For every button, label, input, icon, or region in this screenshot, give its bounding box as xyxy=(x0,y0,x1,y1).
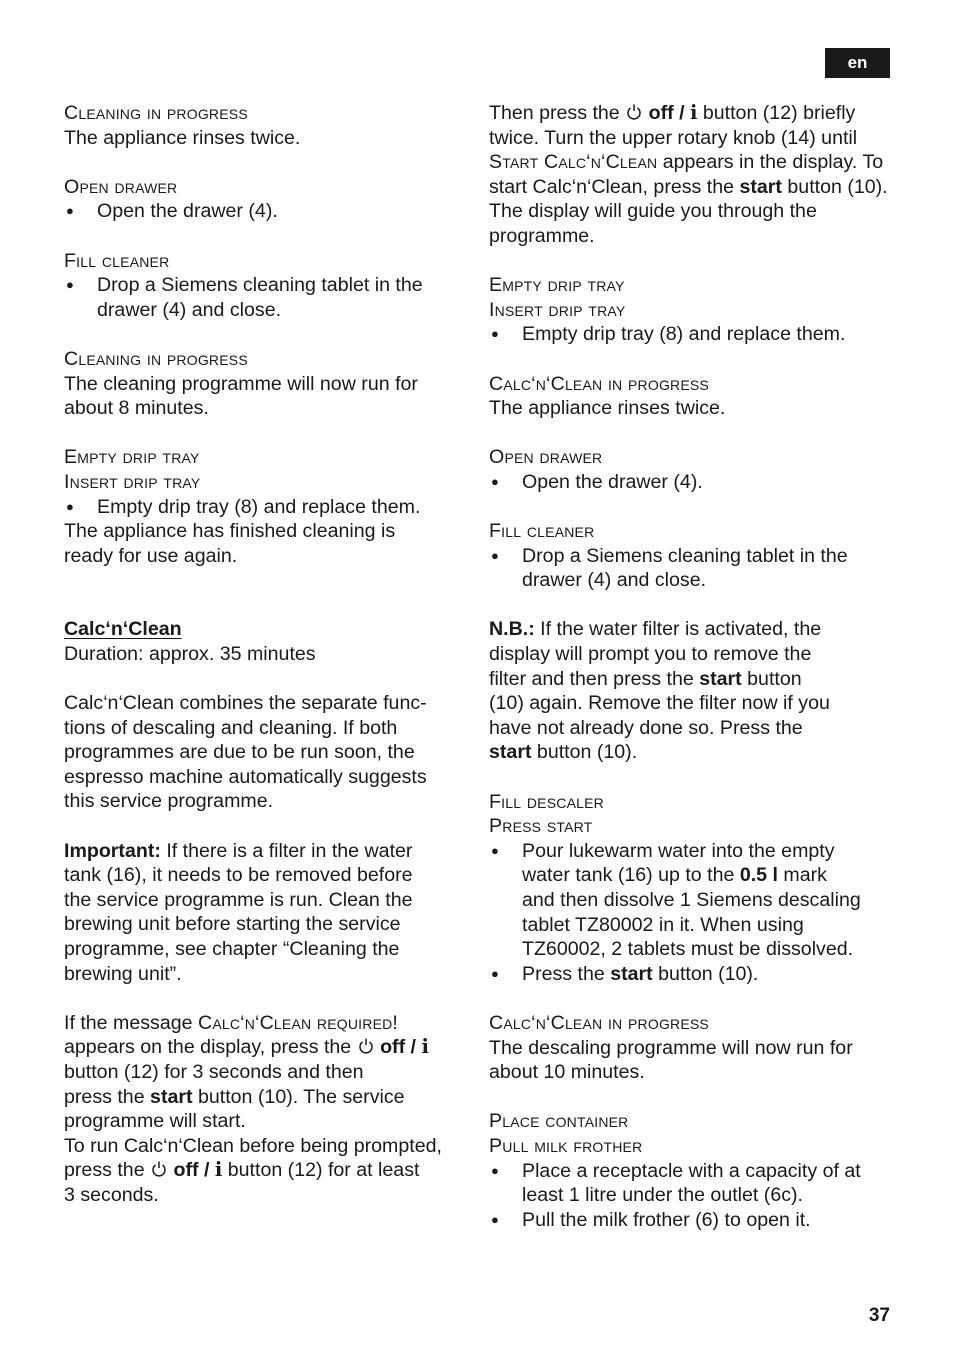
text: appears on the display, press the xyxy=(64,1036,357,1059)
paragraph-line: tank (16), it needs to be removed before xyxy=(64,864,413,887)
note-label: N.B.: xyxy=(489,618,535,641)
step-heading: Cleaning in progress xyxy=(64,347,248,370)
left-column xyxy=(64,101,464,1208)
paragraph-line xyxy=(64,1011,464,1036)
paragraph-line: about 10 minutes. xyxy=(489,1061,645,1084)
step-heading: Open drawer xyxy=(489,446,603,469)
text: filter and then press the xyxy=(489,667,700,690)
button-label: off / xyxy=(380,1036,422,1059)
note-line xyxy=(489,617,894,642)
step-heading: Calc‘n‘Clean in progress xyxy=(489,372,709,395)
section-title-text: Calc‘n‘Clean xyxy=(64,618,182,641)
text: button xyxy=(741,667,802,690)
paragraph-line xyxy=(489,150,894,175)
bullet-line: ● Place a receptacle with a capacity of at xyxy=(522,1159,861,1182)
button-label: start xyxy=(610,962,653,985)
bullet-item: ● Open the drawer (4). xyxy=(489,470,894,495)
paragraph-line: (10) again. Remove the filter now if you xyxy=(489,692,830,715)
bullet-line: and then dissolve 1 Siemens descaling xyxy=(522,889,861,911)
paragraph-line: The display will guide you through the xyxy=(489,200,817,223)
text: button (10). xyxy=(531,741,638,764)
bullet-item: ● Pull the milk frother (6) to open it. xyxy=(489,1208,894,1233)
step-heading: Empty drip tray xyxy=(64,446,200,469)
paragraph-line: button (12) for 3 seconds and then xyxy=(64,1060,364,1083)
bullet-item xyxy=(489,1159,894,1208)
text: mark xyxy=(777,864,827,887)
display-message: Start Calc‘n‘Clean xyxy=(489,151,658,174)
text: If there is a filter in the water xyxy=(160,839,413,862)
bullet-line: tablet TZ80002 in it. When using xyxy=(522,913,804,936)
text: press the xyxy=(64,1159,151,1182)
bullet-line: ● Drop a Siemens cleaning tablet in the xyxy=(97,274,423,297)
info-icon: i xyxy=(421,1035,429,1059)
power-button-icon xyxy=(150,1160,168,1178)
paragraph-line: display will prompt you to remove the xyxy=(489,643,812,666)
text: button (12) for at least xyxy=(222,1159,420,1182)
text: Then press the xyxy=(489,102,626,124)
paragraph-line: programme will start. xyxy=(64,1110,246,1133)
text: If the water filter is activated, the xyxy=(534,618,822,641)
step-heading: Empty drip tray xyxy=(489,274,625,297)
section-title xyxy=(64,617,464,642)
text: button (10). xyxy=(652,962,759,985)
bullet-item: ● Empty drip tray (8) and replace them. xyxy=(64,495,464,520)
button-label: off / xyxy=(173,1159,215,1182)
button-label: start xyxy=(739,175,782,198)
step-heading: Pull milk frother xyxy=(489,1134,643,1157)
bullet-line: ● Pour lukewarm water into the empty xyxy=(522,839,835,862)
duration-text: Duration: approx. 35 minutes xyxy=(64,642,316,665)
paragraph: The appliance rinses twice. xyxy=(64,126,301,149)
paragraph-line: brewing unit”. xyxy=(64,962,182,985)
text: button (10). The service xyxy=(192,1085,405,1108)
paragraph-line: 3 seconds. xyxy=(64,1183,159,1206)
paragraph-line xyxy=(489,175,894,200)
power-button-icon xyxy=(625,103,643,121)
bullet-item xyxy=(489,544,894,593)
paragraph-line: programme, see chapter “Cleaning the xyxy=(64,938,400,960)
step-heading: Open drawer xyxy=(64,175,178,198)
right-column xyxy=(489,101,894,1232)
bullet-item: ● Empty drip tray (8) and replace them. xyxy=(489,322,894,347)
button-label: start xyxy=(699,667,742,690)
paragraph-line: The appliance has finished cleaning is xyxy=(64,520,396,543)
button-label: start xyxy=(489,741,532,764)
paragraph-line: brewing unit before starting the service xyxy=(64,913,401,936)
bullet-line: ● Drop a Siemens cleaning tablet in the xyxy=(522,544,848,567)
paragraph-line: programmes are due to be run soon, the xyxy=(64,741,415,764)
step-heading: Fill descaler xyxy=(489,790,604,813)
step-heading: Calc‘n‘Clean in progress xyxy=(489,1011,709,1034)
step-heading: Insert drip tray xyxy=(64,470,201,493)
paragraph-line xyxy=(64,1085,464,1110)
paragraph: The appliance rinses twice. xyxy=(489,397,726,420)
power-button-icon xyxy=(357,1037,375,1055)
info-icon: i xyxy=(689,101,698,124)
button-label: off / xyxy=(648,102,690,124)
text: appears in the display. To xyxy=(657,151,884,174)
bullet-line xyxy=(522,863,894,888)
paragraph-line xyxy=(489,667,894,692)
important-line xyxy=(64,839,464,864)
paragraph-line: tions of descaling and cleaning. If both xyxy=(64,716,398,739)
text: If the message xyxy=(64,1011,198,1034)
text: water tank (16) up to the xyxy=(522,864,740,887)
bullet-item: ● Open the drawer (4). xyxy=(64,199,464,224)
text: button (10). xyxy=(781,175,888,198)
paragraph-line xyxy=(489,740,894,765)
text: press the xyxy=(64,1085,151,1108)
paragraph-line: The descaling programme will now run for xyxy=(489,1036,853,1059)
step-heading: Press start xyxy=(489,815,593,838)
fill-mark: 0.5 l xyxy=(739,864,778,887)
paragraph-line: Calc‘n‘Clean combines the separate func- xyxy=(64,692,427,715)
page-number: 37 xyxy=(868,1305,890,1326)
text: Press the xyxy=(522,962,611,985)
paragraph-line: this service programme. xyxy=(64,790,274,813)
paragraph-line: about 8 minutes. xyxy=(64,397,209,420)
paragraph-line: To run Calc‘n‘Clean before being prompted, xyxy=(64,1134,442,1157)
paragraph-line xyxy=(489,101,894,126)
bullet-item xyxy=(489,962,894,987)
paragraph-line: programme. xyxy=(489,224,595,247)
text: start Calc‘n‘Clean, press the xyxy=(489,175,740,198)
paragraph-line: the service programme is run. Clean the xyxy=(64,888,413,911)
step-heading: Place container xyxy=(489,1110,629,1133)
bullet-line: TZ60002, 2 tablets must be dissolved. xyxy=(522,938,854,961)
language-badge: en xyxy=(825,48,890,78)
step-heading: Fill cleaner xyxy=(64,249,170,272)
paragraph-line: espresso machine automatically suggests xyxy=(64,765,427,788)
important-label: Important: xyxy=(64,839,161,862)
info-icon: i xyxy=(214,1158,223,1182)
display-message: Calc‘n‘Clean required! xyxy=(197,1011,399,1034)
step-heading: Cleaning in progress xyxy=(64,102,248,124)
step-heading: Insert drip tray xyxy=(489,298,626,321)
bullet-line: drawer (4) and close. xyxy=(97,298,282,321)
step-heading: Fill cleaner xyxy=(489,520,595,543)
paragraph-line xyxy=(64,1158,464,1183)
paragraph-line: The cleaning programme will now run for xyxy=(64,372,418,395)
paragraph-line: have not already done so. Press the xyxy=(489,716,803,739)
button-label: start xyxy=(150,1085,193,1108)
bullet-item xyxy=(489,839,894,962)
paragraph-line: ready for use again. xyxy=(64,544,238,567)
bullet-item xyxy=(64,273,464,322)
bullet-line: drawer (4) and close. xyxy=(522,569,707,592)
paragraph-line xyxy=(64,1035,464,1060)
paragraph-line: twice. Turn the upper rotary knob (14) until xyxy=(489,126,858,149)
bullet-line: least 1 litre under the outlet (6c). xyxy=(522,1184,803,1207)
text: button (12) briefly xyxy=(697,102,856,124)
